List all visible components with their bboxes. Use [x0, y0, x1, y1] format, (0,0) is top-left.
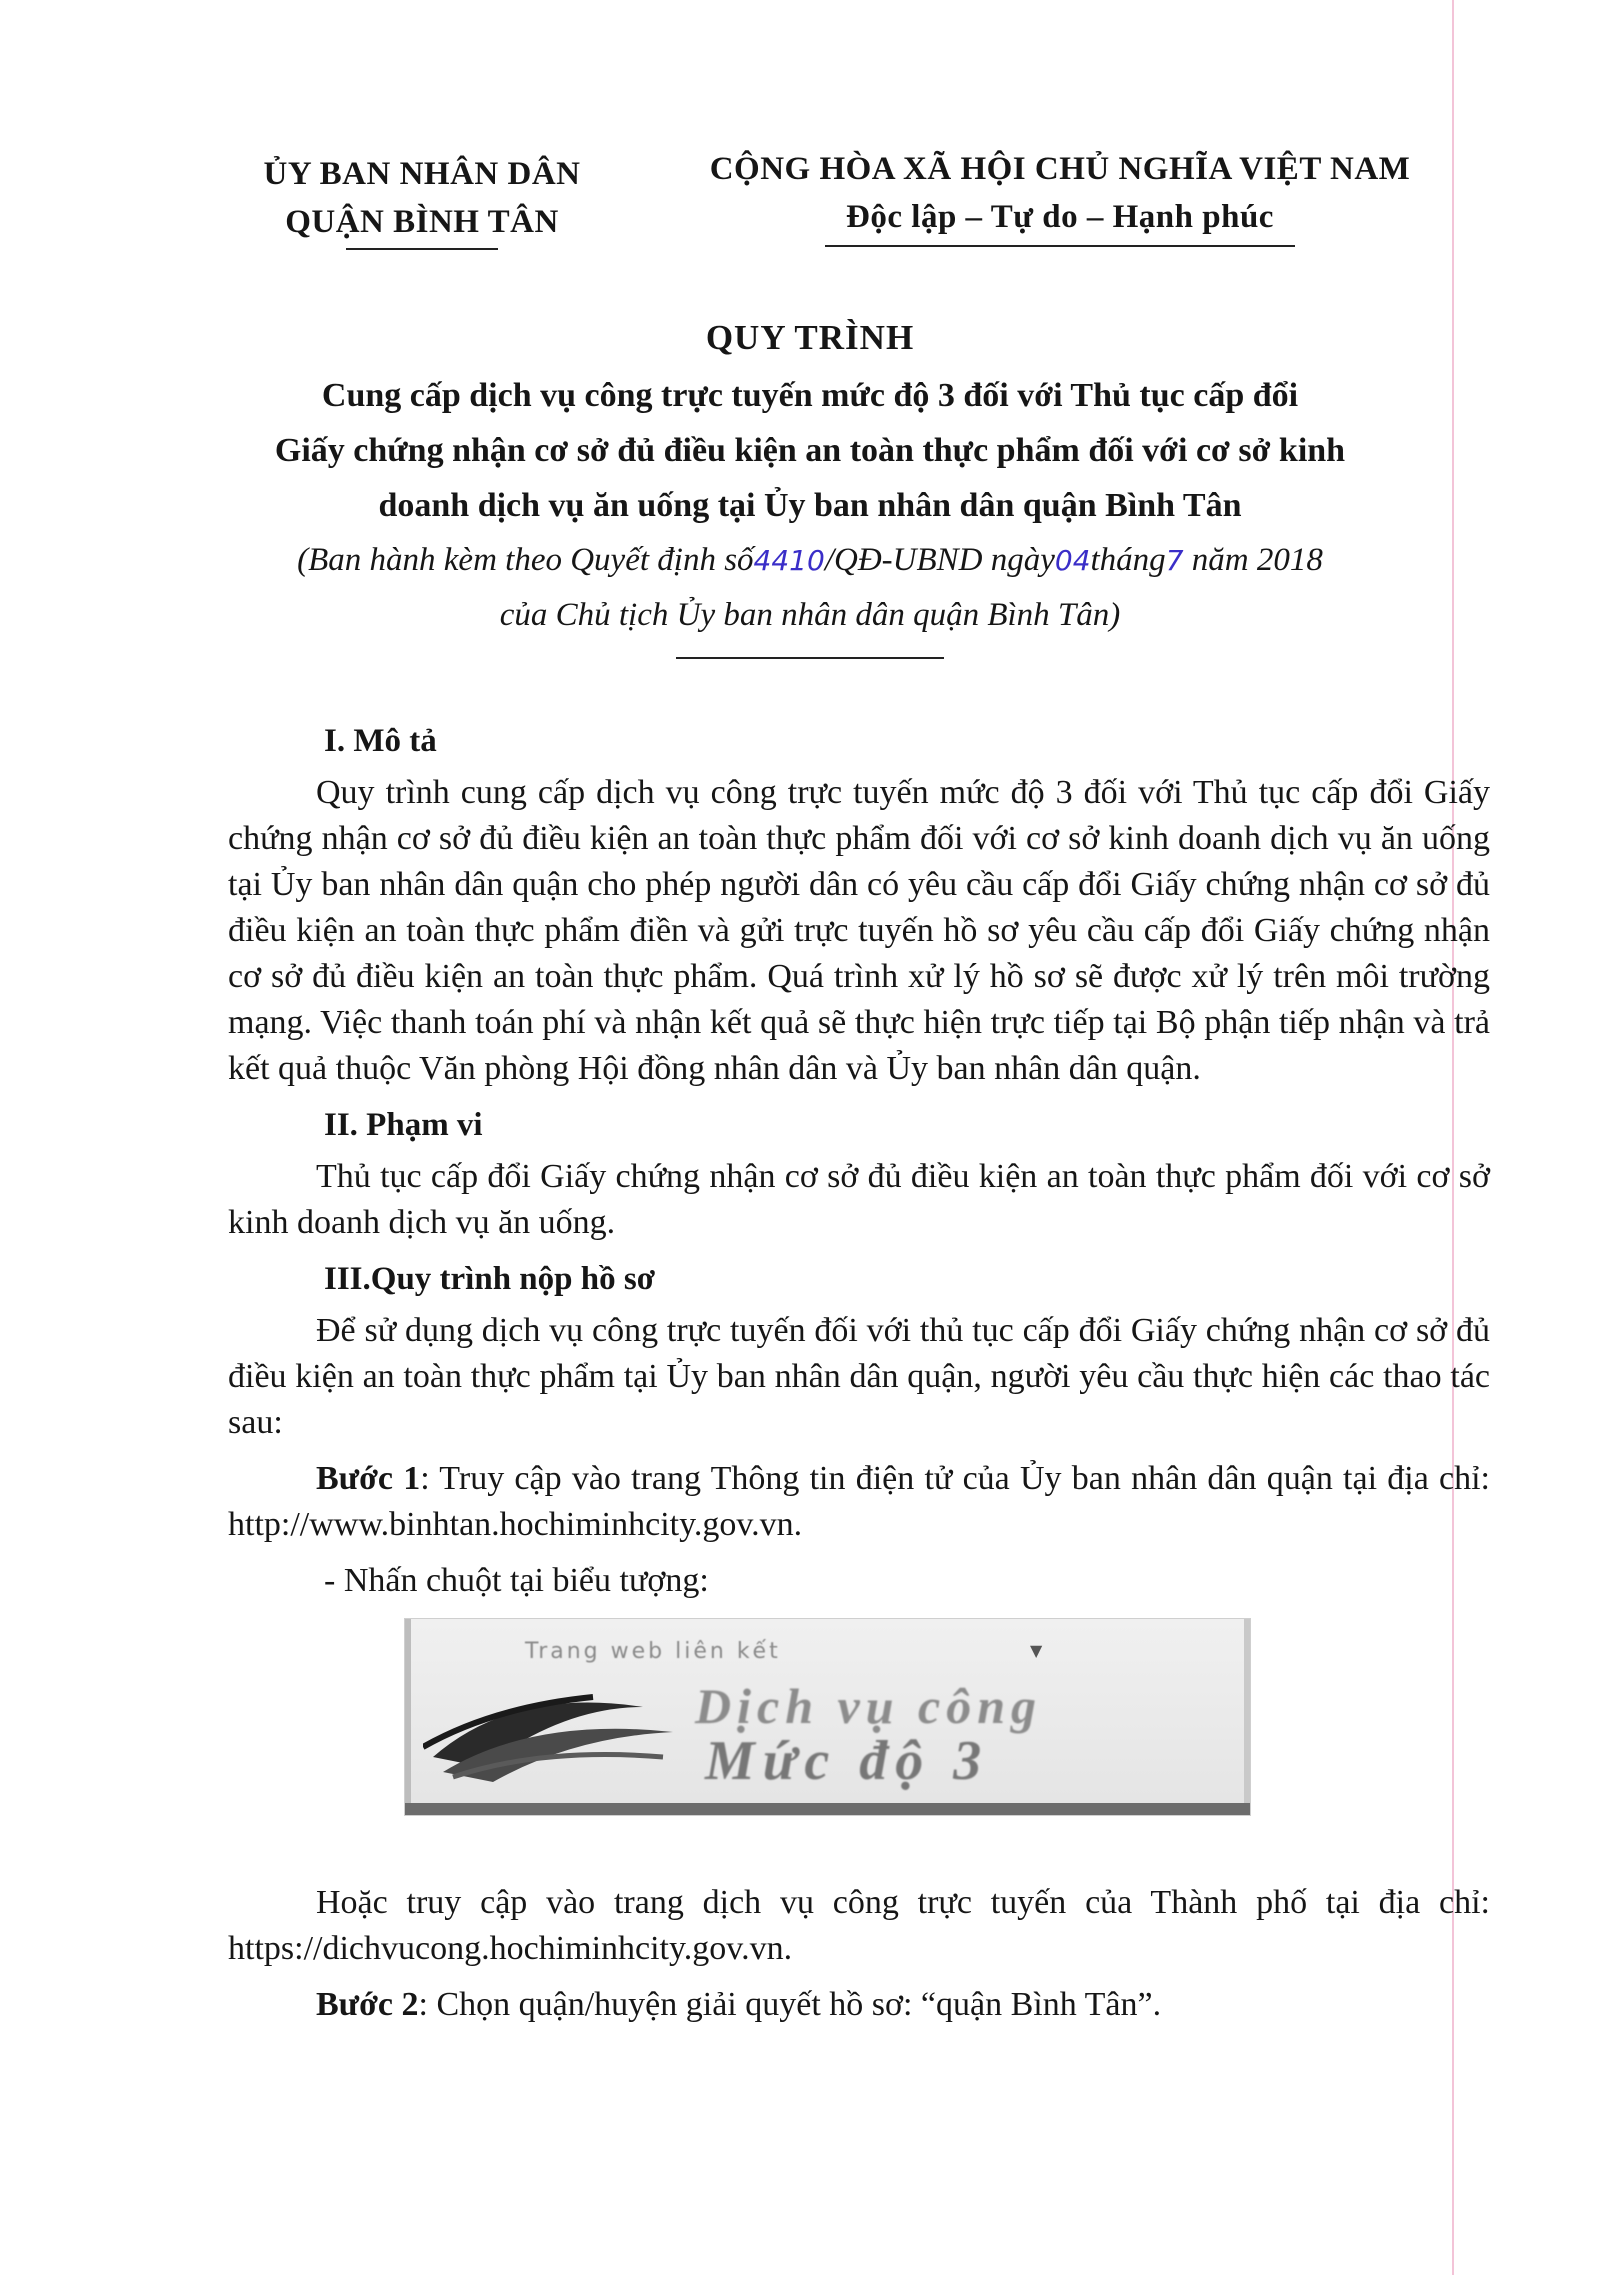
note-text-d: năm 2018 — [1183, 542, 1323, 578]
section-3-text: Để sử dụng dịch vụ công trực tuyến đối với thủ tục cấp đổi Giấy chứng nhận cơ sở đủ điều kiện an toàn thực phẩm tại Ủy ban nhân dân quận, người yêu cầu thực hiện các thao tác sau: — [228, 1312, 1490, 1441]
title-line-3: doanh dịch vụ ăn uống tại Ủy ban nhân dân quận Bình Tân — [378, 487, 1242, 524]
decision-note-line-2: của Chủ tịch Ủy ban nhân dân quận Bình Tân) — [499, 597, 1121, 633]
title-line-2: Giấy chứng nhận cơ sở đủ điều kiện an toàn thực phẩm đối với cơ sở kinh — [274, 432, 1346, 469]
title-line-1: Cung cấp dịch vụ công trực tuyến mức độ 3 đối với Thủ tục cấp đổi — [321, 377, 1299, 414]
banner-edge-right — [1244, 1619, 1250, 1815]
issuer-line-1: ỦY BAN NHÂN DÂN — [263, 156, 581, 192]
issuer-line-2: QUẬN BÌNH TÂN — [285, 204, 559, 240]
issuer-header — [222, 150, 622, 250]
document-title-block — [200, 308, 1420, 659]
document-title: QUY TRÌNH — [705, 318, 915, 357]
swoosh-logo-icon — [423, 1677, 683, 1787]
step-2-label: Bước 2 — [316, 1986, 419, 2023]
handwritten-month: 7 — [1165, 544, 1184, 577]
decision-note-line-1 — [200, 533, 1420, 588]
click-icon-instruction: - Nhấn chuột tại biểu tượng: — [324, 1562, 709, 1599]
issuer-underline — [346, 248, 498, 250]
step-2-paragraph — [228, 1982, 1490, 2028]
note-text-c: tháng — [1090, 542, 1166, 578]
banner-edge-left — [405, 1619, 411, 1815]
handwritten-decision-number: 4410 — [753, 544, 825, 577]
alternative-access-text: Hoặc truy cập vào trang dịch vụ công trực tuyến của Thành phố tại địa chỉ: https://dichvucong.hochiminhcity.gov.vn. — [228, 1884, 1490, 1967]
banner-bottom-bar — [405, 1803, 1250, 1815]
national-underline — [825, 245, 1295, 247]
national-header — [650, 145, 1470, 247]
dropdown-arrow-icon: ▼ — [1030, 1641, 1043, 1660]
step-1-text: : Truy cập vào trang Thông tin điện tử của Ủy ban nhân dân quận tại địa chỉ: http://www.binhtan.hochiminhcity.gov.vn. — [228, 1460, 1491, 1543]
section-3-heading: III.Quy trình nộp hồ sơ — [324, 1261, 655, 1297]
dich-vu-cong-banner — [404, 1618, 1251, 1816]
section-2-text: Thủ tục cấp đổi Giấy chứng nhận cơ sở đủ điều kiện an toàn thực phẩm đối với cơ sở kinh doanh dịch vụ ăn uống. — [228, 1158, 1490, 1241]
step-2-text: : Chọn quận/huyện giải quyết hồ sơ: “quận Bình Tân”. — [418, 1986, 1162, 2023]
banner-top-text: Trang web liên kết — [525, 1639, 781, 1664]
step-1-label: Bước 1 — [316, 1460, 421, 1497]
national-title: CỘNG HÒA XÃ HỘI CHỦ NGHĨA VIỆT NAM — [709, 151, 1411, 187]
title-underline — [676, 657, 944, 659]
step-1-paragraph — [228, 1456, 1490, 1548]
section-2-heading: II. Phạm vi — [324, 1107, 483, 1143]
handwritten-day: 04 — [1054, 544, 1091, 577]
section-1-heading: I. Mô tả — [324, 723, 437, 759]
banner-title-line-2: Mức độ 3 — [705, 1730, 990, 1792]
section-1-text: Quy trình cung cấp dịch vụ công trực tuyến mức độ 3 đối với Thủ tục cấp đổi Giấy chứng nhận cơ sở đủ điều kiện an toàn thực phẩm đối với cơ sở kinh doanh dịch vụ ăn uống tại Ủy ban nhân dân quận cho phép người dân có yêu cầu cấp đổi Giấy chứng nhận cơ sở đủ điều kiện an toàn thực phẩm điền và gửi trực tuyến hồ sơ yêu cầu cấp đổi Giấy chứng nhận cơ sở đủ điều kiện an toàn thực phẩm. Quá trình xử lý hồ sơ sẽ được xử lý trên môi trường mạng. Việc thanh toán phí và nhận kết quả sẽ thực hiện trực tiếp tại Bộ phận tiếp nhận và trả kết quả thuộc Văn phòng Hội đồng nhân dân và Ủy ban nhân dân quận. — [228, 774, 1490, 1087]
note-text-b: /QĐ-UBND ngày — [824, 542, 1055, 578]
document-body — [228, 712, 1490, 2038]
national-motto: Độc lập – Tự do – Hạnh phúc — [846, 199, 1274, 235]
banner-title-line-1: Dịch vụ công — [695, 1678, 1042, 1734]
note-text-a: (Ban hành kèm theo Quyết định số — [297, 542, 754, 578]
